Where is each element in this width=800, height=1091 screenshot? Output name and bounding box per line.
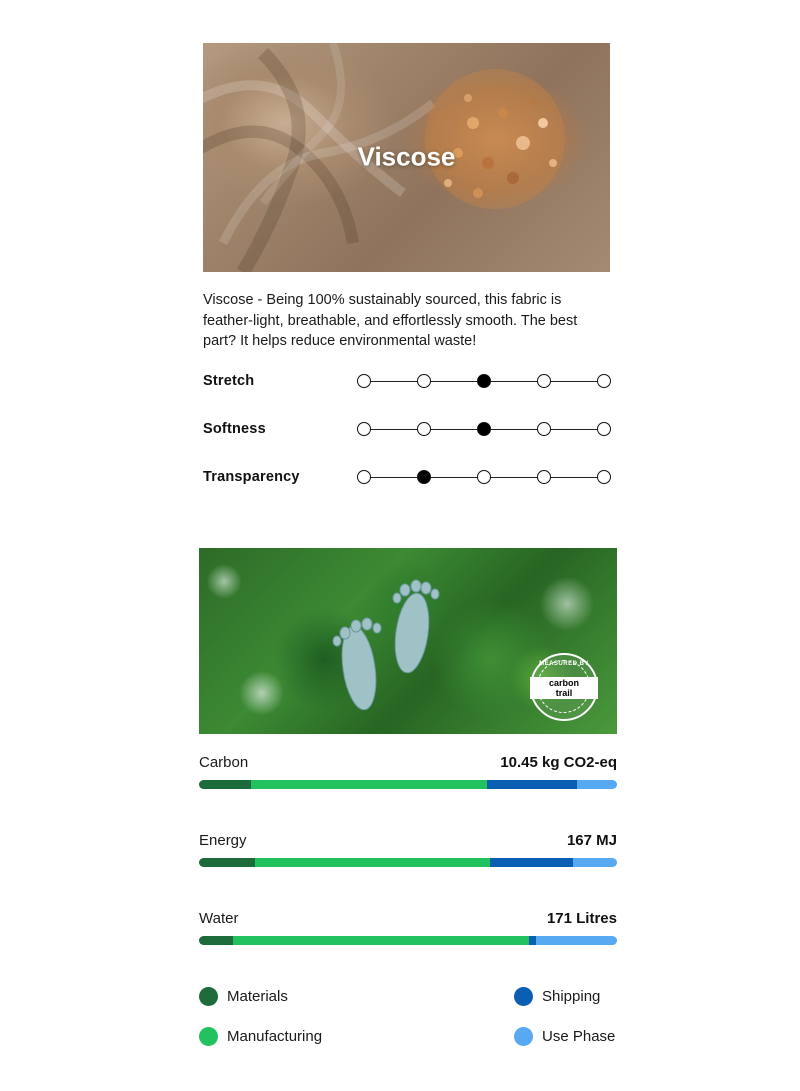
- forest-footprint-image: [199, 548, 617, 734]
- rating-dot: [537, 374, 551, 388]
- bar-segment-use-phase: [577, 780, 617, 789]
- rating-label: Stretch: [203, 373, 255, 389]
- bar-segment-manufacturing: [251, 780, 487, 789]
- legend-swatch: [514, 987, 533, 1006]
- bar-segment-shipping: [529, 936, 536, 945]
- legend-swatch: [199, 1027, 218, 1046]
- bar-segment-materials: [199, 936, 233, 945]
- metric-water: [199, 909, 617, 949]
- metric-carbon: [199, 753, 617, 793]
- fabric-title: Viscose: [357, 141, 456, 172]
- rating-dot: [477, 470, 491, 484]
- legend-label: Materials: [227, 988, 288, 1005]
- fabric-image: [203, 43, 610, 272]
- rating-dot: [537, 422, 551, 436]
- bar-segment-manufacturing: [233, 936, 529, 945]
- rating-dot: [597, 374, 611, 388]
- rating-dot-selected: [417, 470, 431, 484]
- fabric-description: Viscose - Being 100% sustainably sourced, this fabric is feather-light, breathable, and effortlessly smooth. The best part? It helps reduce environmental waste!: [203, 292, 578, 349]
- legend-label: Use Phase: [542, 1028, 616, 1045]
- rating-row-stretch: [203, 371, 613, 391]
- metric-stacked-bar: [199, 858, 617, 867]
- rating-dot-selected: [477, 422, 491, 436]
- rating-dot: [597, 422, 611, 436]
- badge-ring-text: MEASURED BY: [539, 661, 589, 667]
- rating-row-softness: [203, 419, 613, 439]
- metric-label: Energy: [199, 832, 247, 849]
- metric-stacked-bar: [199, 936, 617, 945]
- badge-label-line2: trail: [555, 687, 573, 698]
- rating-dot: [357, 422, 371, 436]
- rating-scale: [357, 371, 609, 391]
- metric-stacked-bar: [199, 780, 617, 789]
- carbon-trail-badge: [530, 653, 598, 721]
- badge-label-line1: carbon: [548, 678, 579, 688]
- rating-dot: [357, 374, 371, 388]
- bar-segment-materials: [199, 858, 255, 867]
- legend-swatch: [199, 987, 218, 1006]
- rating-row-transparency: [203, 467, 613, 487]
- metric-value: 171 Litres: [546, 910, 617, 927]
- rating-dot: [417, 374, 431, 388]
- bar-segment-use-phase: [573, 858, 617, 867]
- rating-dot: [597, 470, 611, 484]
- rating-dot: [417, 422, 431, 436]
- rating-scale: [357, 467, 609, 487]
- rating-label: Softness: [203, 421, 266, 437]
- bar-segment-materials: [199, 780, 251, 789]
- badge-label: [530, 677, 598, 699]
- bar-segment-use-phase: [536, 936, 617, 945]
- legend-swatch: [514, 1027, 533, 1046]
- metric-energy: [199, 831, 617, 871]
- metric-label: Water: [199, 910, 239, 927]
- metric-value: 167 MJ: [566, 832, 617, 849]
- bar-segment-shipping: [490, 858, 574, 867]
- rating-label: Transparency: [203, 469, 300, 485]
- rating-dot: [357, 470, 371, 484]
- bar-segment-manufacturing: [255, 858, 489, 867]
- rating-dot: [537, 470, 551, 484]
- metric-value: 10.45 kg CO2-eq: [500, 754, 617, 771]
- legend-label: Shipping: [542, 988, 601, 1005]
- rating-scale: [357, 419, 609, 439]
- rating-dot-selected: [477, 374, 491, 388]
- legend-label: Manufacturing: [227, 1028, 323, 1045]
- bar-segment-shipping: [487, 780, 577, 789]
- metric-label: Carbon: [199, 754, 249, 771]
